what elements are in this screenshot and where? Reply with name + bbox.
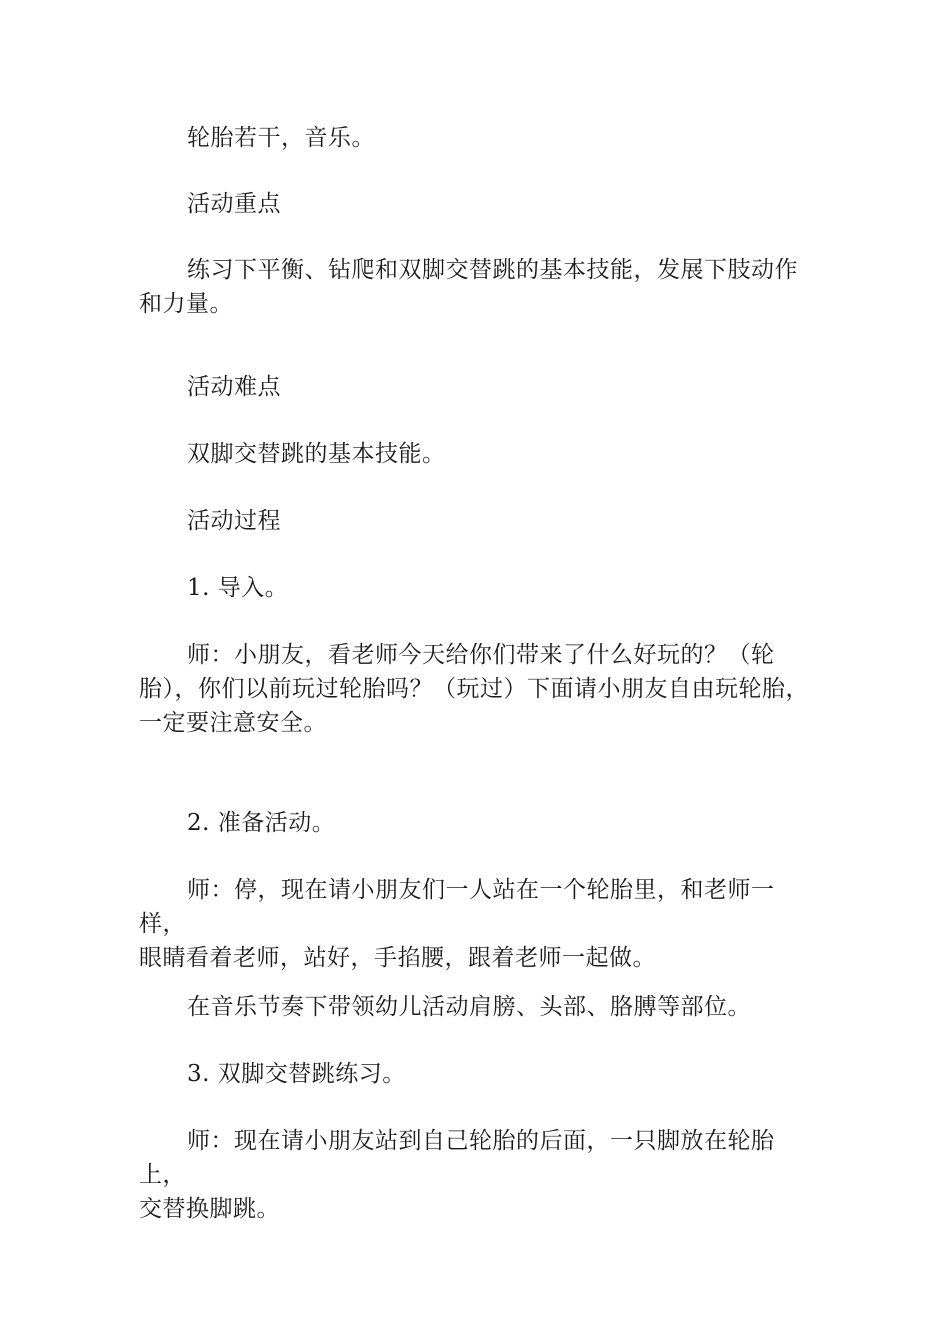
text-line: 交替换脚跳。 <box>139 1196 280 1222</box>
text-line: 活动过程 <box>187 508 281 534</box>
heading-activity-process <box>139 504 809 538</box>
heading-activity-difficulty <box>139 370 809 404</box>
text-line: 1. 导入。 <box>187 575 289 601</box>
text-line: 眼睛看着老师，站好，手掐腰，跟着老师一起做。 <box>139 945 656 971</box>
paragraph-materials <box>139 121 809 155</box>
text-line: 胎），你们以前玩过轮胎吗？（玩过）下面请小朋友自由玩轮胎， <box>139 676 809 702</box>
text-line: 双脚交替跳的基本技能。 <box>187 441 446 467</box>
step-3-heading <box>139 1057 809 1091</box>
text-line: 2. 准备活动。 <box>187 810 336 836</box>
text-line: 师：小朋友，看老师今天给你们带来了什么好玩的？（轮 <box>187 642 775 668</box>
heading-activity-focus <box>139 187 809 221</box>
paragraph-step-3-dialogue <box>139 1124 809 1226</box>
text-line: 轮胎若干，音乐。 <box>187 125 375 151</box>
text-line: 3. 双脚交替跳练习。 <box>187 1061 406 1087</box>
text-line: 活动难点 <box>187 374 281 400</box>
paragraph-step-1-dialogue <box>139 638 809 740</box>
text-line: 一定要注意安全。 <box>139 710 327 736</box>
text-line: 练习下平衡、钻爬和双脚交替跳的基本技能，发展下肢动作 <box>187 257 798 283</box>
paragraph-step-2-dialogue <box>139 873 809 975</box>
paragraph-focus-content <box>139 253 809 321</box>
text-line: 和力量。 <box>139 291 233 317</box>
paragraph-step-2-description <box>139 990 809 1024</box>
step-2-heading <box>139 806 809 840</box>
paragraph-difficulty-content <box>139 437 809 471</box>
text-line: 在音乐节奏下带领幼儿活动肩膀、头部、胳膊等部位。 <box>187 994 751 1020</box>
text-line: 师：停，现在请小朋友们一人站在一个轮胎里，和老师一样， <box>139 877 775 937</box>
text-line: 活动重点 <box>187 191 281 217</box>
text-line: 师：现在请小朋友站到自己轮胎的后面，一只脚放在轮胎上， <box>139 1128 775 1188</box>
step-1-heading <box>139 571 809 605</box>
